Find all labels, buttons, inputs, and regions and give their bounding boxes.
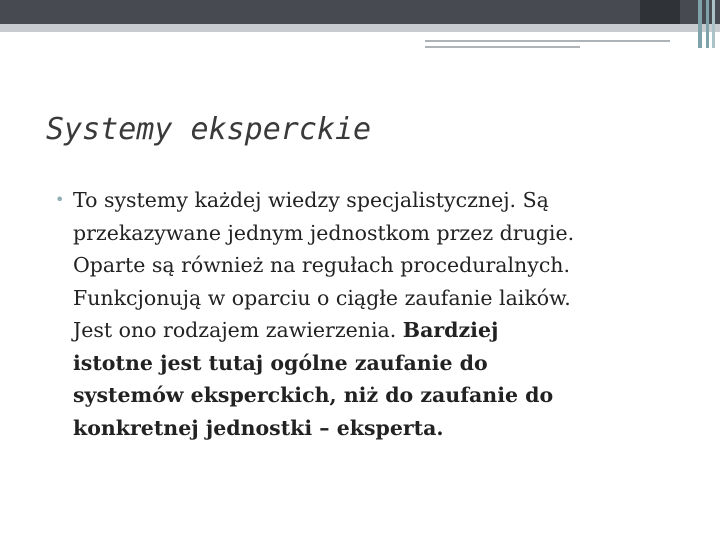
- header-rule-2: [425, 46, 580, 48]
- body-line-6: istotne jest tutaj ogólne zaufanie do: [73, 350, 488, 375]
- accent-bar-2: [706, 0, 709, 48]
- body-line-5-bold: Bardziej: [402, 318, 499, 342]
- slide-title: Systemy eksperckie: [46, 112, 372, 147]
- body-line-1: To systemy każdej wiedzy specjalistycznej. Są: [73, 188, 549, 212]
- header-rule-1: [425, 40, 670, 42]
- body-line-5-regular: Jest ono rodzajem zawierzenia.: [73, 318, 403, 342]
- body-line-3: Oparte są również na regułach proceduralnych.: [73, 253, 571, 277]
- body-line-5: [55, 314, 695, 347]
- accent-bar-1: [698, 0, 702, 48]
- body-line-8: konkretnej jednostki – eksperta.: [73, 415, 444, 440]
- header-bar-dark-strip: [640, 0, 680, 24]
- slide-body: [55, 184, 695, 444]
- bullet-marker: •: [55, 190, 65, 209]
- body-line-7: systemów eksperckich, niż do zaufanie do: [73, 383, 554, 407]
- accent-bar-3: [712, 0, 715, 48]
- body-line-2: przekazywane jednym jednostkom przez drugie.: [73, 220, 575, 245]
- header-bar-dark: [0, 0, 720, 24]
- header-bar-light: [0, 24, 720, 32]
- body-line-4: Funkcjonują w oparciu o ciągłe zaufanie laików.: [73, 285, 571, 310]
